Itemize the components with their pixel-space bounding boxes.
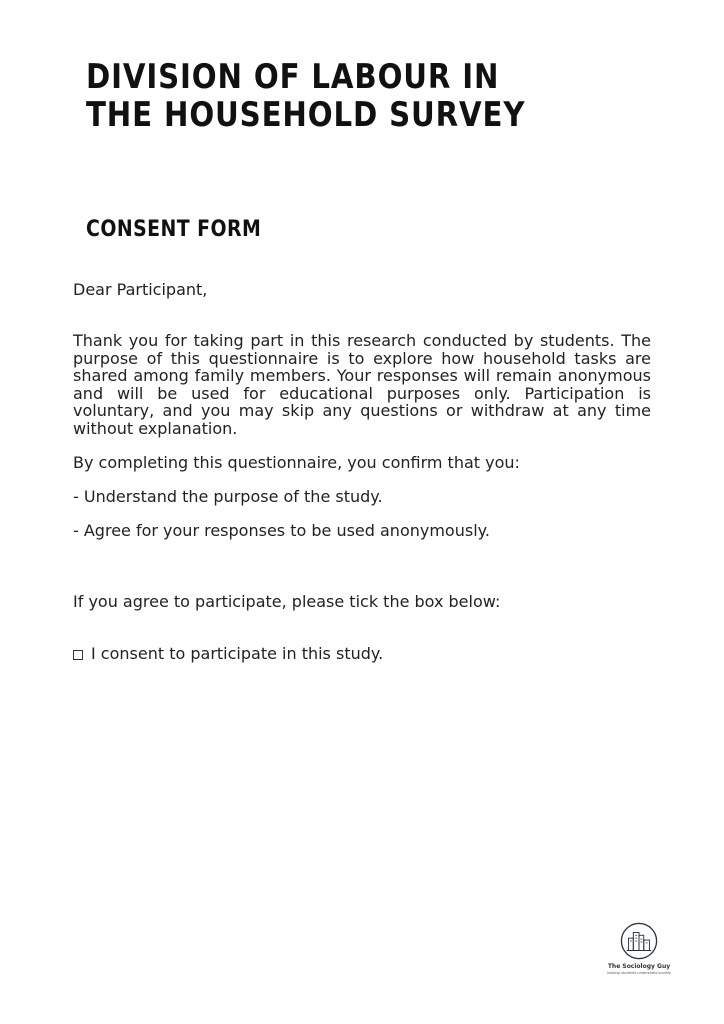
title-line-2: THE HOUSEHOLD SURVEY [86, 95, 526, 135]
section-heading: CONSENT FORM [86, 217, 262, 242]
logo-name: The Sociology Guy [607, 963, 671, 970]
agree-prompt: If you agree to participate, please tick the box below: [73, 592, 501, 611]
consent-checkbox[interactable] [73, 650, 83, 660]
greeting: Dear Participant, [73, 280, 208, 299]
bullet-item-anonymous: - Agree for your responses to be used anonymously. [73, 521, 490, 540]
intro-paragraph: Thank you for taking part in this research conducted by students. The purpose of this questionnaire is to explore how household tasks are shared among family members. Your responses will remain anonymous and will be used for educational purposes only. Participation is voluntary, and you may skip any questions or withdraw at any time without explanation. [73, 331, 651, 438]
page-title [86, 58, 568, 134]
bullet-item-purpose: - Understand the purpose of the study. [73, 487, 383, 506]
sociology-guy-logo [602, 922, 676, 984]
consent-label: I consent to participate in this study. [91, 644, 384, 663]
consent-row[interactable] [73, 644, 383, 664]
confirm-intro: By completing this questionnaire, you confirm that you: [73, 453, 520, 472]
logo-tagline: helping students understand society [606, 971, 671, 975]
city-buildings-icon [620, 922, 658, 960]
title-line-1: DIVISION OF LABOUR IN [86, 57, 500, 97]
